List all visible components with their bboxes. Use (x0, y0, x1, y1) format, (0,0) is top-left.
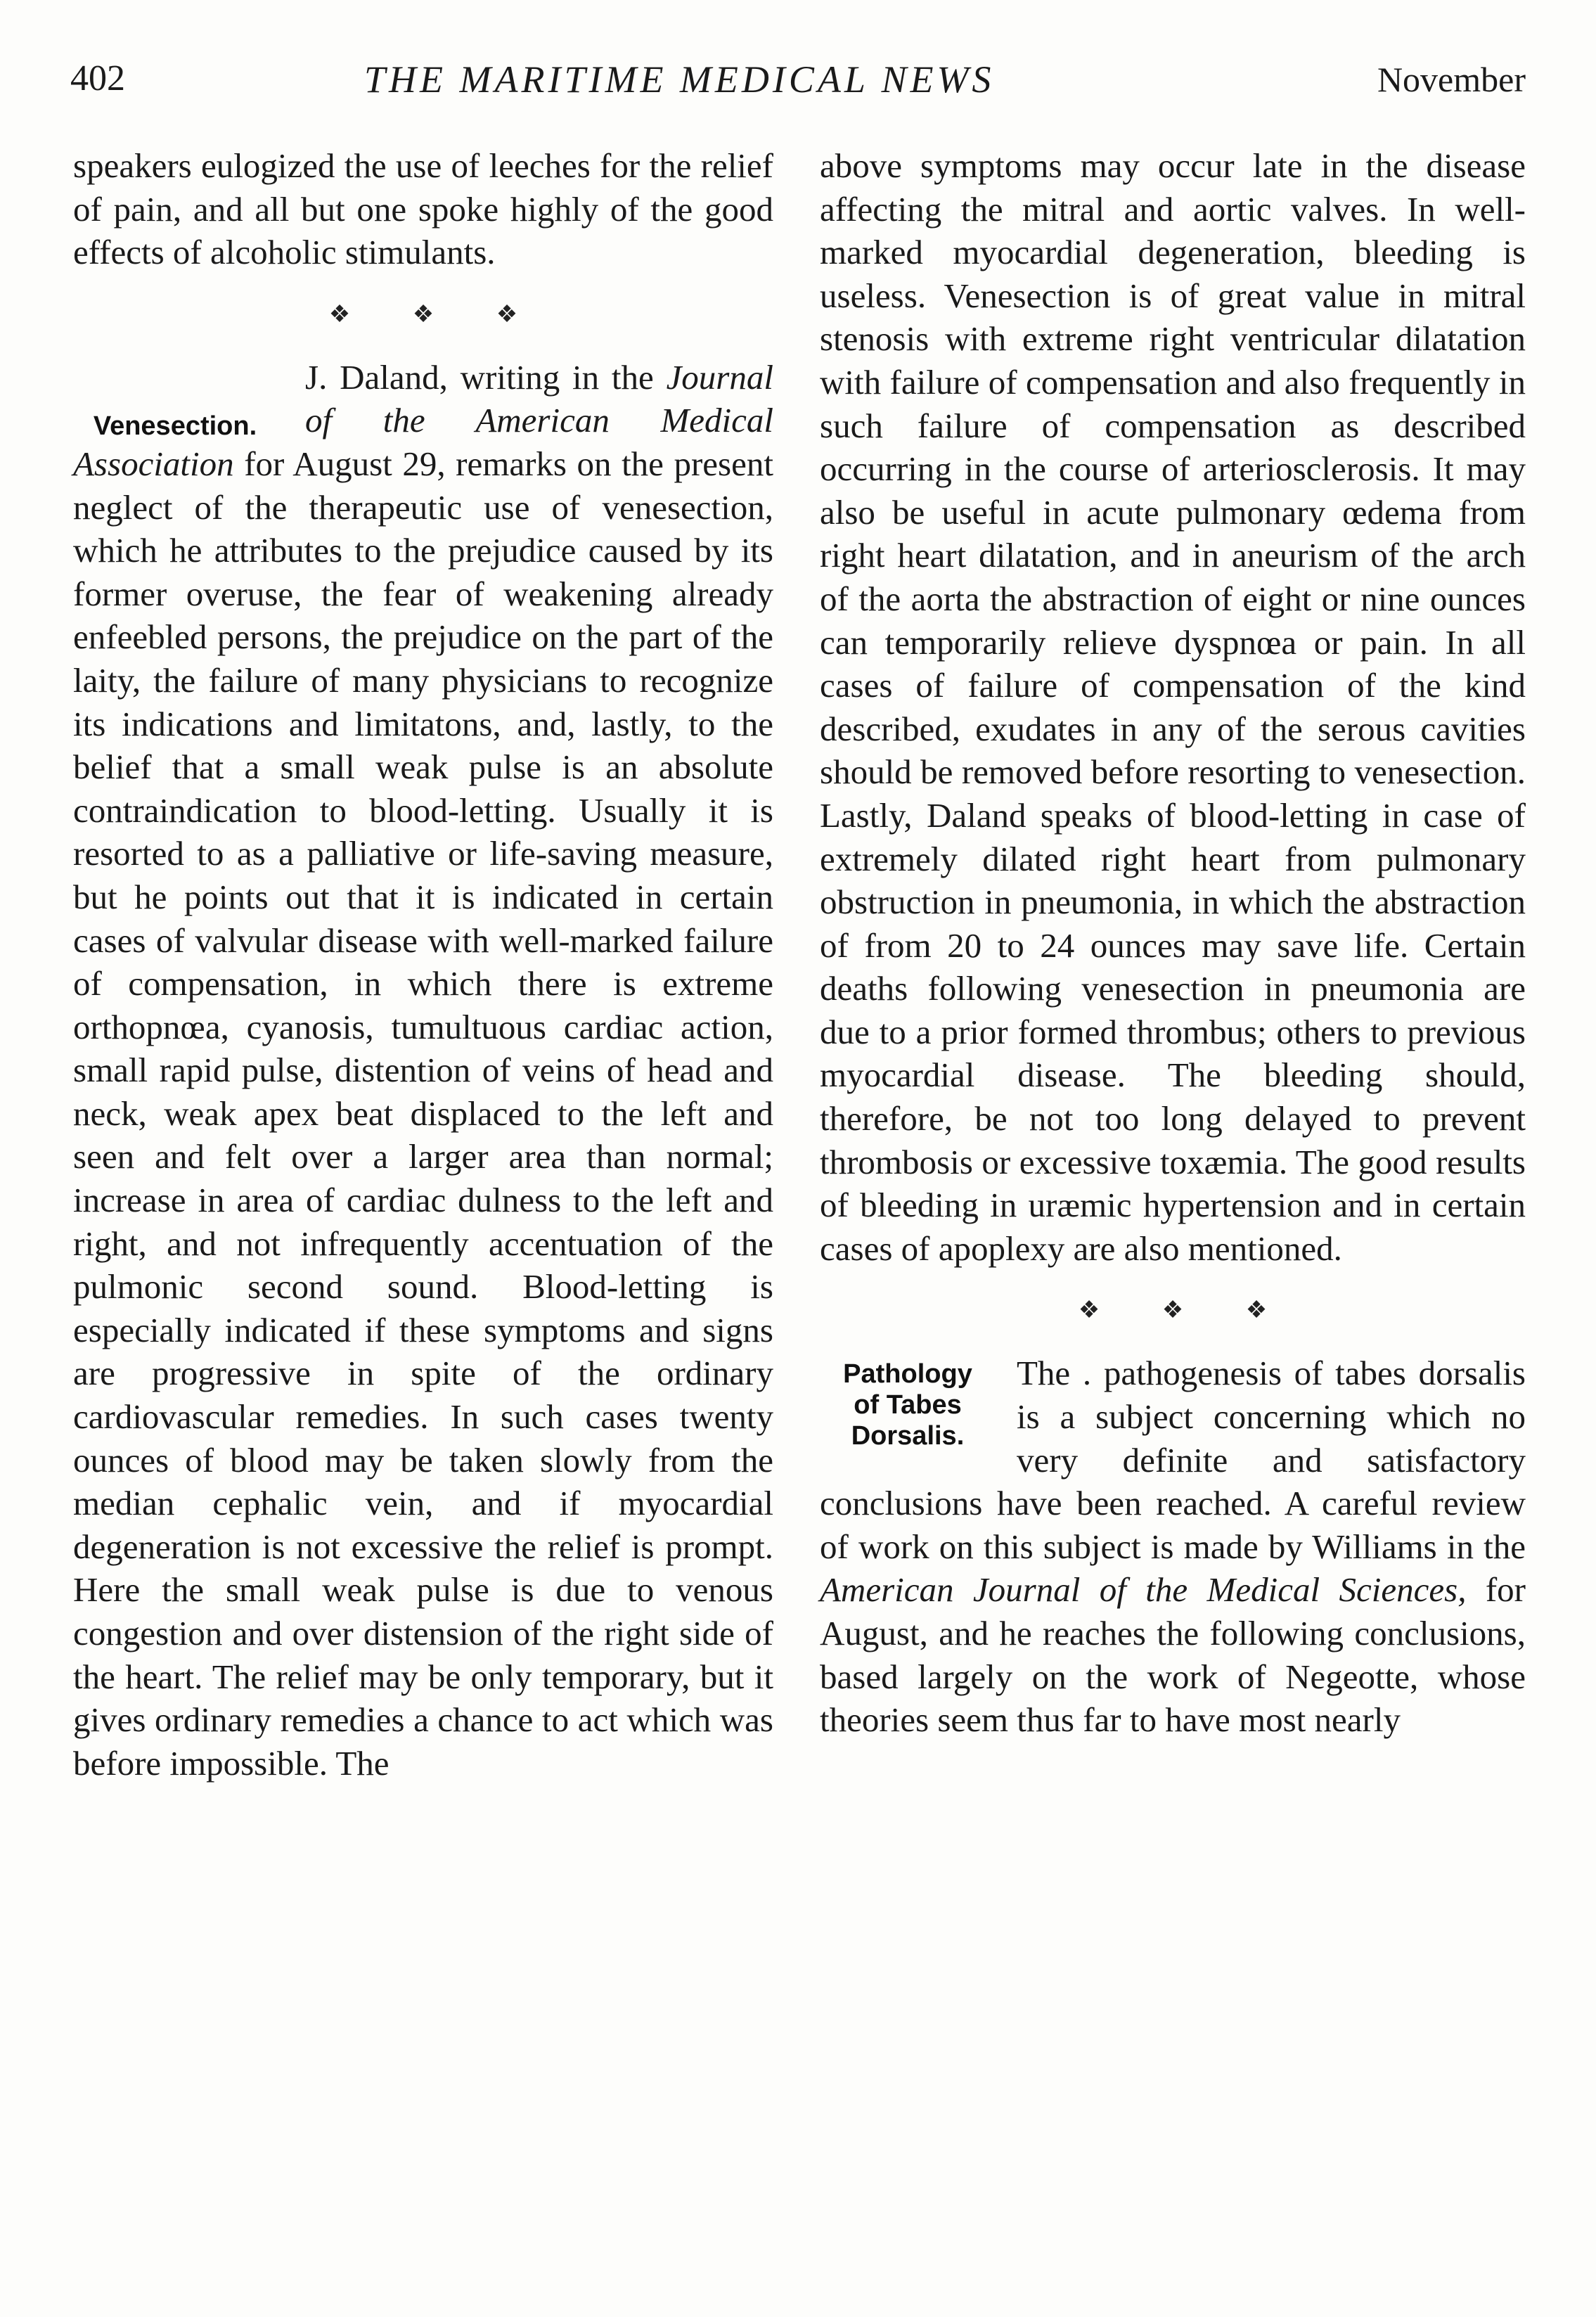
section-divider-ornament: ❖ ❖ ❖ (328, 301, 546, 328)
leeches-paragraph: speakers eulogized the use of leeches for the relief of pain, and all but one spoke highly of the good effects of alcoholic stimulants. (73, 146, 773, 272)
section-divider-ornament: ❖ ❖ ❖ (1078, 1297, 1296, 1324)
running-header (70, 58, 1526, 121)
venesection-opening: J. Daland, writing in the (305, 357, 667, 397)
right-column (820, 144, 1526, 1742)
journal-citation: Journal of the American Medical Association (73, 357, 773, 483)
left-column (73, 144, 773, 1785)
venesection-article (73, 356, 773, 1785)
sidehead-venesection: Venesection. (93, 411, 257, 441)
tabes-opening: The . pathogenesis of tabes dorsalis is a subject concerning which no very definite and satisfactory conclusions have been reached. A careful review of work on this subject is made by Williams in the (820, 1354, 1526, 1566)
page-number: 402 (70, 58, 125, 98)
tabes-body: for August, and he reaches the following conclusions, based largely on the work of Negeotte, whose theories seem thus far to have most nearly (820, 1570, 1526, 1740)
sidehead-tabes-dorsalis (820, 1359, 996, 1451)
venesection-continuation: above symptoms may occur late in the disease affecting the mitral and aortic valves. In well-marked myocardial degeneration, bleeding is useless. Venesection is of great value in mitral stenosis with extreme right ventricular dilatation with failure of compensation and also frequently in such failure of compensation as described occurring in the course of arteriosclerosis. It may also be useful in acute pulmonary œdema from right heart dilatation, and in aneurism of the arch of the aorta the abstraction of eight or nine ounces can temporarily relieve dyspnœa or pain. In all cases of failure of compensation of the kind described, exudates in any of the serous cavities should be removed before resorting to venesection. Lastly, Daland speaks of blood-letting in case of extremely dilated right heart from pulmonary obstruction in pneumonia, in which the abstraction of from 20 to 24 ounces may save life. Certain deaths following venesection in pneumonia are due to a prior formed thrombus; others to previous myocardial disease. The bleeding should, therefore, be not too long delayed to prevent thrombosis or excessive toxæmia. The good results of bleeding in uræmic hypertension and in certain cases of apoplexy are also mentioned. (820, 146, 1526, 1268)
sidehead-line: Dorsalis. (851, 1421, 965, 1451)
venesection-body: for August 29, remarks on the present neglect of the therapeutic use of venesection, which he attributes to the prejudice caused by its former overuse, the fear of weakening already enfeebled persons, the prejudice on the part of the laity, the failure of many physicians to recognize its indications and limitatons, and, lastly, to the belief that a small weak pulse is an absolute contraindication to blood-letting. Usually it is resorted to as a palliative or life-saving measure, but he points out that it is indicated in certain cases of valvular disease with well-marked failure of compensation, in which there is extreme orthopnœa, cyanosis, tumultuous cardiac action, small rapid pulse, distention of veins of head and neck, weak apex beat displaced to the left and seen and felt over a larger area than normal; increase in area of cardiac dulness to the left and right, and not infrequently accentuation of the pulmonic second sound. Blood-letting is especially indicated if these symptoms and signs are progressive in spite of the ordinary cardiovascular remedies. In such cases twenty ounces of blood may be taken slowly from the median cephalic vein, and if myocardial degeneration is not excessive the relief is prompt. Here the small weak pulse is due to venous congestion and over distension of the right side of the heart. The relief may be only temporary, but it gives ordinary remedies a chance to act which was before impossible. The (73, 444, 773, 1783)
sidehead-line: Pathology (843, 1359, 972, 1389)
journal-citation: American Journal of the Medical Sciences, (820, 1570, 1467, 1610)
journal-title: THE MARITIME MEDICAL NEWS (364, 58, 995, 101)
issue-month: November (1377, 60, 1526, 99)
sidehead-line: of Tabes (854, 1390, 962, 1420)
